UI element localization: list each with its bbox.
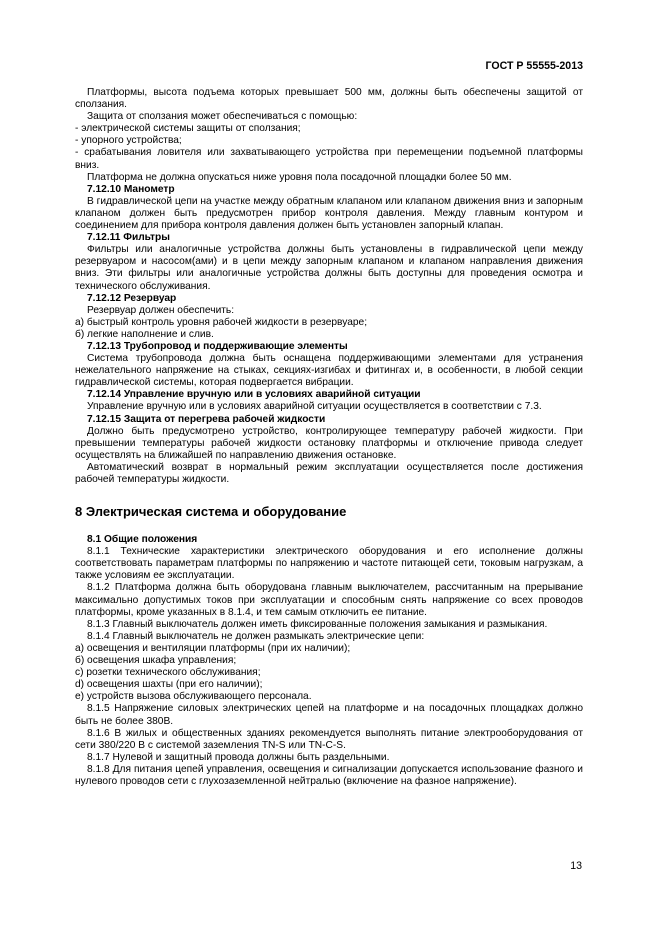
- paragraph: Платформы, высота подъема которых превышает 500 мм, должны быть обеспечены защитой от сползания.: [75, 87, 583, 111]
- paragraph: 8.1.5 Напряжение силовых электрических цепей на платформе и на посадочных площадках должно быть не более 380В.: [75, 703, 583, 727]
- document-code: ГОСТ Р 55555-2013: [485, 60, 583, 72]
- list-item: б) освещения шкафа управления;: [75, 655, 237, 667]
- list-item: - упорного устройства;: [75, 135, 182, 147]
- list-item: а) освещения и вентиляции платформы (при их наличии);: [75, 642, 351, 654]
- paragraph: Управление вручную или в условиях аварийной ситуации осуществляется в соответствии с 7.3.: [87, 401, 542, 413]
- paragraph: Защита от сползания может обеспечиваться с помощью:: [87, 111, 358, 123]
- subsection-heading: 7.12.15 Защита от перегрева рабочей жидкости: [87, 413, 326, 425]
- paragraph: Автоматический возврат в нормальный режим эксплуатации осуществляется после достижения рабочей температуры жидкости.: [75, 461, 583, 485]
- list-item: d) освещения шахты (при его наличии);: [75, 679, 263, 691]
- subsection-heading: 7.12.11 Фильтры: [87, 232, 170, 244]
- paragraph: Должно быть предусмотрено устройство, контролирующее температуру рабочей жидкости. При превышении температуры рабочей жидкости остановку платформы и отключение привода следует осуществлять на ближайшей по направлению движения остановке.: [75, 425, 583, 461]
- page-content: [75, 87, 583, 788]
- list-item: - срабатывания ловителя или захватывающего устройства при перемещении подъемной платформы вниз.: [75, 147, 583, 171]
- paragraph: Система трубопровода должна быть оснащена поддерживающими элементами для устранения нежелательного напряжение на стыках, секциях-изгибах и фитингах и, в особенности, в любой секции гидравлической системы, которая подвергается вибрации.: [75, 353, 583, 389]
- paragraph: 8.1.7 Нулевой и защитный провода должны быть раздельными.: [87, 751, 390, 763]
- list-item: а) быстрый контроль уровня рабочей жидкости в резервуаре;: [75, 316, 368, 328]
- section-title: 8 Электрическая система и оборудование: [75, 504, 347, 520]
- paragraph: 8.1.1 Технические характеристики электрического оборудования и его исполнение должны соответствовать параметрам платформы по напряжению и частоте питающей сети, токовым нагрузкам, а также условиям ее эксплуатации.: [75, 546, 583, 582]
- subsection-heading: 7.12.13 Трубопровод и поддерживающие элементы: [87, 340, 348, 352]
- paragraph: Фильтры или аналогичные устройства должны быть установлены в гидравлической цепи между резервуаром и насосом(ами) и в цепи между запорным клапаном и клапаном направления движения вниз. Эти фильтры или аналогичные устройства должны быть доступны для проведения осмотра и технического обслуживания.: [75, 244, 583, 292]
- paragraph: 8.1.3 Главный выключатель должен иметь фиксированные положения замыкания и размыкания.: [87, 618, 548, 630]
- subsection-heading: 7.12.14 Управление вручную или в условиях аварийной ситуации: [87, 389, 421, 401]
- subsection-heading: 7.12.12 Резервуар: [87, 292, 177, 304]
- paragraph: Резервуар должен обеспечить:: [87, 304, 235, 316]
- list-item: е) устройств вызова обслуживающего персонала.: [75, 691, 312, 703]
- paragraph: 8.1.4 Главный выключатель не должен размыкать электрические цепи:: [87, 630, 425, 642]
- list-item: с) розетки технического обслуживания;: [75, 667, 261, 679]
- list-item: - электрической системы защиты от сползания;: [75, 123, 301, 135]
- subsection-heading: 8.1 Общие положения: [87, 534, 198, 546]
- paragraph: В гидравлической цепи на участке между обратным клапаном или клапаном движения вниз и запорным клапаном должен быть предусмотрен прибор контроля давления. Между главным контуром и соединением для прибора контроля давления должен быть установлен запорный клапан.: [75, 195, 583, 232]
- list-item: б) легкие наполнение и слив.: [75, 328, 214, 340]
- subsection-heading: 7.12.10 Манометр: [87, 183, 175, 195]
- paragraph: 8.1.6 В жилых и общественных зданиях рекомендуется выполнять питание электрооборудования от сети 380/220 В с системой заземления TN-S или TN-C-S.: [75, 727, 583, 751]
- paragraph: Платформа не должна опускаться ниже уровня пола посадочной площадки более 50 мм.: [87, 171, 512, 183]
- paragraph: 8.1.8 Для питания цепей управления, освещения и сигнализации допускается использование фазного и нулевого проводов сети с глухозаземленной нейтралью (включение на фазное напряжение).: [75, 763, 583, 787]
- page-number: 13: [570, 860, 582, 872]
- paragraph: 8.1.2 Платформа должна быть оборудована главным выключателем, рассчитанным на прерывание максимально допустимых токов при эксплуатации и способным снять напряжение со всех проводов платформы, кроме указанных в 8.1.4, и тем самым отключить ее питание.: [75, 582, 583, 618]
